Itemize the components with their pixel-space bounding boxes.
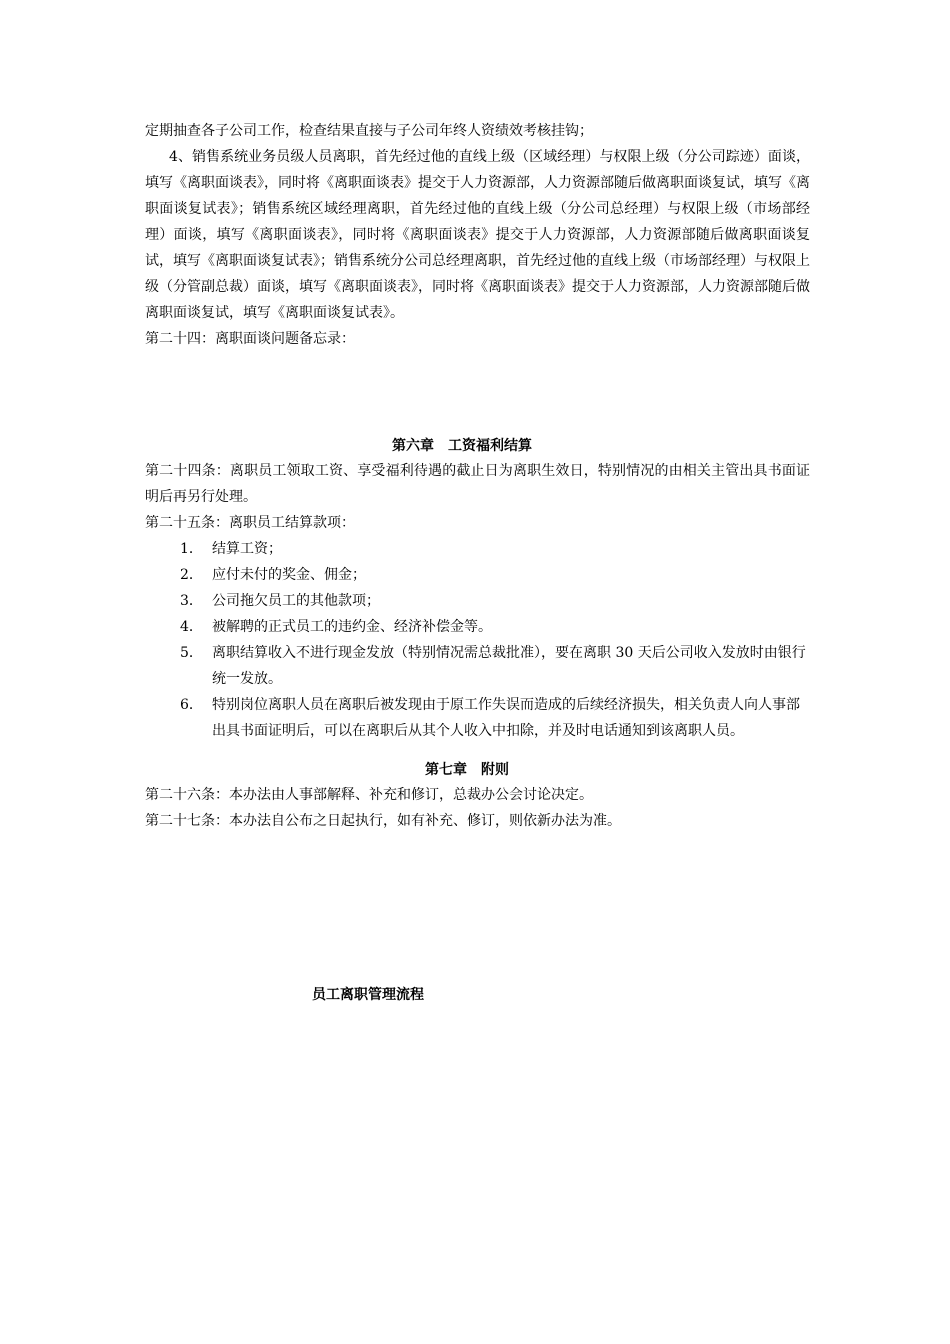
list-text: 公司拖欠员工的其他款项；: [212, 593, 380, 609]
list-item: [180, 588, 810, 614]
list-number: 1．: [180, 541, 203, 557]
list-text: 应付未付的奖金、佣金；: [212, 567, 366, 583]
chapter-6-title: 第六章 工资福利结算: [392, 438, 532, 454]
flow-title: 员工离职管理流程: [312, 987, 424, 1003]
article-27: 第二十七条：本办法自公布之日起执行，如有补充、修订，则依新办法为准。: [145, 813, 621, 829]
list-number: 3．: [180, 593, 203, 609]
paragraph-continuation: 定期抽查各子公司工作，检查结果直接与子公司年终人资绩效考核挂钩；: [145, 123, 593, 139]
chapter-6-articles: [145, 458, 810, 536]
list-text: 被解聘的正式员工的违约金、经济补偿金等。: [212, 619, 492, 635]
paragraph-item-4: 4、销售系统业务员级人员离职，首先经过他的直线上级（区域经理）与权限上级（分公司踪迹）面谈，填写《离职面谈表》，同时将《离职面谈表》提交于人力资源部，人力资源部随后做离职面谈复试，填写《离职面谈复试表》；销售系统区域经理离职，首先经过他的直线上级（分公司总经理）与权限上级（市场部经理）面谈，填写《离职面谈表》，同时将《离职面谈表》提交于人力资源部，人力资源部随后做离职面谈复试，填写《离职面谈复试表》；销售系统分公司总经理离职，首先经过他的直线上级（市场部经理）与权限上级（分管副总裁）面谈，填写《离职面谈表》，同时将《离职面谈表》提交于人力资源部，人力资源部随后做离职面谈复试，填写《离职面谈复试表》。: [145, 149, 810, 321]
list-text: 离职结算收入不进行现金发放（特别情况需总裁批准），要在离职 30 天后公司收入发放时由银行统一发放。: [212, 645, 806, 687]
list-item: [180, 640, 810, 692]
list-item: [180, 614, 810, 640]
list-item: [180, 536, 810, 562]
article-25: 第二十五条：离职员工结算款项：: [145, 515, 355, 531]
list-item: [180, 692, 810, 744]
article-26: 第二十六条：本办法由人事部解释、补充和修订，总裁办公会讨论决定。: [145, 787, 593, 803]
list-number: 5．: [180, 645, 203, 661]
list-number: 6．: [180, 697, 203, 713]
list-text: 结算工资；: [212, 541, 282, 557]
chapter-7-title: 第七章 附则: [425, 762, 509, 778]
paragraph-memo: 第二十四：离职面谈问题备忘录：: [145, 331, 355, 347]
list-item: [180, 562, 810, 588]
top-section: [145, 118, 810, 352]
list-number: 4．: [180, 619, 203, 635]
list-text: 特别岗位离职人员在离职后被发现由于原工作失误而造成的后续经济损失，相关负责人向人事部出具书面证明后，可以在离职后从其个人收入中扣除，并及时电话通知到该离职人员。: [212, 697, 800, 739]
list-number: 2．: [180, 567, 203, 583]
article-24: 第二十四条：离职员工领取工资、享受福利待遇的截止日为离职生效日，特别情况的由相关主管出具书面证明后再另行处理。: [145, 463, 810, 505]
